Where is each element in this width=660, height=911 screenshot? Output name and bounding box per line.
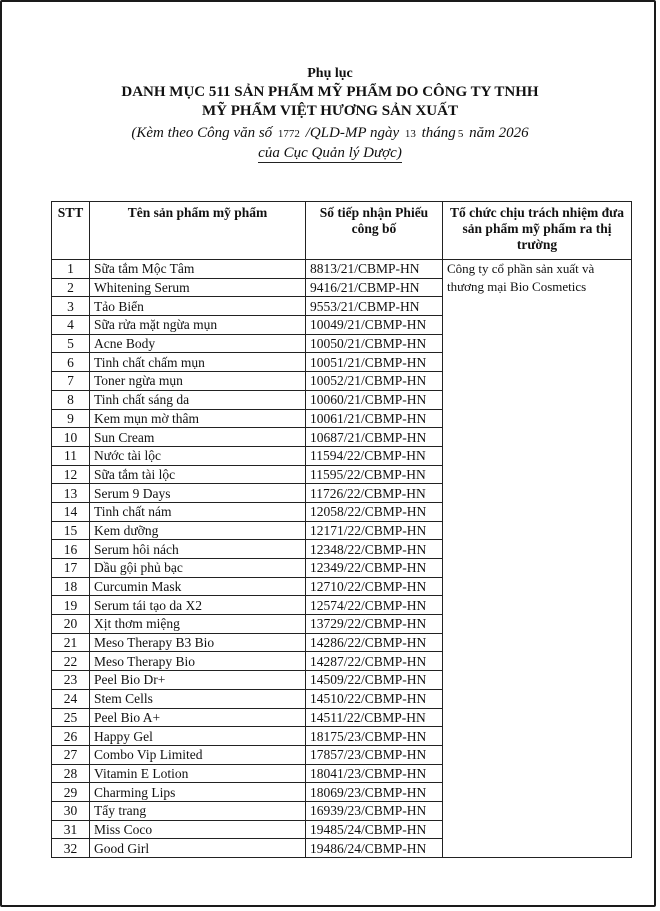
row-product-name: Tinh chất nám	[90, 502, 306, 521]
table-row	[52, 260, 632, 279]
row-stt: 21	[52, 633, 90, 652]
row-product-name: Happy Gel	[90, 727, 306, 746]
row-organization: Công ty cổ phần sản xuất và thương mại Bio Cosmetics	[443, 260, 632, 858]
day-number: 13	[404, 128, 416, 140]
row-product-name: Xịt thơm miệng	[90, 615, 306, 634]
row-product-name: Meso Therapy Bio	[90, 652, 306, 671]
appendix-title: Phụ lục	[307, 66, 353, 81]
row-product-name: Toner ngừa mụn	[90, 372, 306, 391]
row-product-name: Sữa tắm tài lộc	[90, 465, 306, 484]
row-receipt-number: 10050/21/CBMP-HN	[306, 334, 443, 353]
issuer-line	[0, 144, 660, 163]
row-stt: 7	[52, 372, 90, 391]
row-stt: 2	[52, 278, 90, 297]
month-label: tháng	[421, 125, 456, 141]
row-product-name: Curcumin Mask	[90, 577, 306, 596]
row-stt: 1	[52, 260, 90, 279]
reference-code: /QLD-MP ngày	[305, 125, 400, 141]
row-receipt-number: 11595/22/CBMP-HN	[306, 465, 443, 484]
product-table	[51, 201, 632, 858]
row-stt: 4	[52, 316, 90, 335]
row-stt: 12	[52, 465, 90, 484]
row-product-name: Tinh chất chấm mụn	[90, 353, 306, 372]
row-receipt-number: 8813/21/CBMP-HN	[306, 260, 443, 279]
row-product-name: Tảo Biển	[90, 297, 306, 316]
row-stt: 28	[52, 764, 90, 783]
row-receipt-number: 9553/21/CBMP-HN	[306, 297, 443, 316]
row-stt: 16	[52, 540, 90, 559]
col-header-receipt-number: Số tiếp nhận Phiếu công bố	[306, 202, 443, 260]
row-product-name: Good Girl	[90, 839, 306, 858]
row-stt: 19	[52, 596, 90, 615]
row-receipt-number: 18175/23/CBMP-HN	[306, 727, 443, 746]
row-receipt-number: 14287/22/CBMP-HN	[306, 652, 443, 671]
row-stt: 14	[52, 502, 90, 521]
row-stt: 25	[52, 708, 90, 727]
row-product-name: Peel Bio A+	[90, 708, 306, 727]
row-receipt-number: 12574/22/CBMP-HN	[306, 596, 443, 615]
row-receipt-number: 12348/22/CBMP-HN	[306, 540, 443, 559]
list-title-line-1: DANH MỤC 511 SẢN PHẨM MỸ PHẨM DO CÔNG TY TNHH	[121, 84, 539, 100]
row-stt: 5	[52, 334, 90, 353]
row-product-name: Tẩy trang	[90, 801, 306, 820]
row-receipt-number: 14509/22/CBMP-HN	[306, 671, 443, 690]
row-product-name: Serum tái tạo da X2	[90, 596, 306, 615]
row-receipt-number: 10052/21/CBMP-HN	[306, 372, 443, 391]
row-receipt-number: 12171/22/CBMP-HN	[306, 521, 443, 540]
row-product-name: Dầu gội phủ bạc	[90, 559, 306, 578]
row-receipt-number: 14511/22/CBMP-HN	[306, 708, 443, 727]
row-stt: 30	[52, 801, 90, 820]
row-product-name: Miss Coco	[90, 820, 306, 839]
row-stt: 22	[52, 652, 90, 671]
row-product-name: Serum hôi nách	[90, 540, 306, 559]
col-header-organization: Tổ chức chịu trách nhiệm đưa sản phẩm mỹ phẩm ra thị trường	[443, 202, 632, 260]
col-header-product-name: Tên sản phẩm mỹ phẩm	[90, 202, 306, 260]
row-receipt-number: 10061/21/CBMP-HN	[306, 409, 443, 428]
row-receipt-number: 9416/21/CBMP-HN	[306, 278, 443, 297]
row-receipt-number: 17857/23/CBMP-HN	[306, 745, 443, 764]
row-stt: 31	[52, 820, 90, 839]
row-stt: 24	[52, 689, 90, 708]
year-label: năm 2026	[469, 125, 529, 141]
row-product-name: Nước tài lộc	[90, 446, 306, 465]
row-receipt-number: 14286/22/CBMP-HN	[306, 633, 443, 652]
row-stt: 26	[52, 727, 90, 746]
row-product-name: Vitamin E Lotion	[90, 764, 306, 783]
row-receipt-number: 19486/24/CBMP-HN	[306, 839, 443, 858]
row-receipt-number: 14510/22/CBMP-HN	[306, 689, 443, 708]
row-product-name: Sữa tắm Mộc Tâm	[90, 260, 306, 279]
row-product-name: Combo Vip Limited	[90, 745, 306, 764]
row-stt: 23	[52, 671, 90, 690]
row-receipt-number: 19485/24/CBMP-HN	[306, 820, 443, 839]
row-stt: 15	[52, 521, 90, 540]
row-receipt-number: 10060/21/CBMP-HN	[306, 390, 443, 409]
issuer-text: của Cục Quản lý Dược)	[258, 145, 402, 161]
row-product-name: Serum 9 Days	[90, 484, 306, 503]
table-body	[52, 260, 632, 858]
row-stt: 17	[52, 559, 90, 578]
row-receipt-number: 10049/21/CBMP-HN	[306, 316, 443, 335]
row-stt: 18	[52, 577, 90, 596]
row-product-name: Tinh chất sáng da	[90, 390, 306, 409]
row-stt: 3	[52, 297, 90, 316]
row-product-name: Stem Cells	[90, 689, 306, 708]
month-number: 5	[457, 128, 464, 140]
document-number: 1772	[277, 128, 300, 140]
row-stt: 32	[52, 839, 90, 858]
row-receipt-number: 11726/22/CBMP-HN	[306, 484, 443, 503]
row-product-name: Kem dưỡng	[90, 521, 306, 540]
row-stt: 8	[52, 390, 90, 409]
row-stt: 20	[52, 615, 90, 634]
row-stt: 6	[52, 353, 90, 372]
row-stt: 13	[52, 484, 90, 503]
row-product-name: Kem mụn mờ thâm	[90, 409, 306, 428]
row-stt: 9	[52, 409, 90, 428]
row-product-name: Peel Bio Dr+	[90, 671, 306, 690]
row-stt: 11	[52, 446, 90, 465]
reference-line	[0, 123, 660, 144]
row-receipt-number: 12710/22/CBMP-HN	[306, 577, 443, 596]
row-product-name: Charming Lips	[90, 783, 306, 802]
row-product-name: Acne Body	[90, 334, 306, 353]
row-receipt-number: 11594/22/CBMP-HN	[306, 446, 443, 465]
row-receipt-number: 10687/21/CBMP-HN	[306, 428, 443, 447]
row-product-name: Sun Cream	[90, 428, 306, 447]
reference-prefix: (Kèm theo Công văn số	[131, 125, 273, 141]
row-receipt-number: 13729/22/CBMP-HN	[306, 615, 443, 634]
row-stt: 27	[52, 745, 90, 764]
row-product-name: Meso Therapy B3 Bio	[90, 633, 306, 652]
table-header-row	[52, 202, 632, 260]
list-title-line-2: MỸ PHẨM VIỆT HƯƠNG SẢN XUẤT	[202, 103, 458, 119]
row-product-name: Sữa rửa mặt ngừa mụn	[90, 316, 306, 335]
row-stt: 29	[52, 783, 90, 802]
row-receipt-number: 10051/21/CBMP-HN	[306, 353, 443, 372]
row-receipt-number: 16939/23/CBMP-HN	[306, 801, 443, 820]
document-header	[0, 64, 660, 163]
row-receipt-number: 12058/22/CBMP-HN	[306, 502, 443, 521]
row-product-name: Whitening Serum	[90, 278, 306, 297]
row-receipt-number: 12349/22/CBMP-HN	[306, 559, 443, 578]
row-stt: 10	[52, 428, 90, 447]
row-receipt-number: 18069/23/CBMP-HN	[306, 783, 443, 802]
col-header-stt: STT	[52, 202, 90, 260]
row-receipt-number: 18041/23/CBMP-HN	[306, 764, 443, 783]
